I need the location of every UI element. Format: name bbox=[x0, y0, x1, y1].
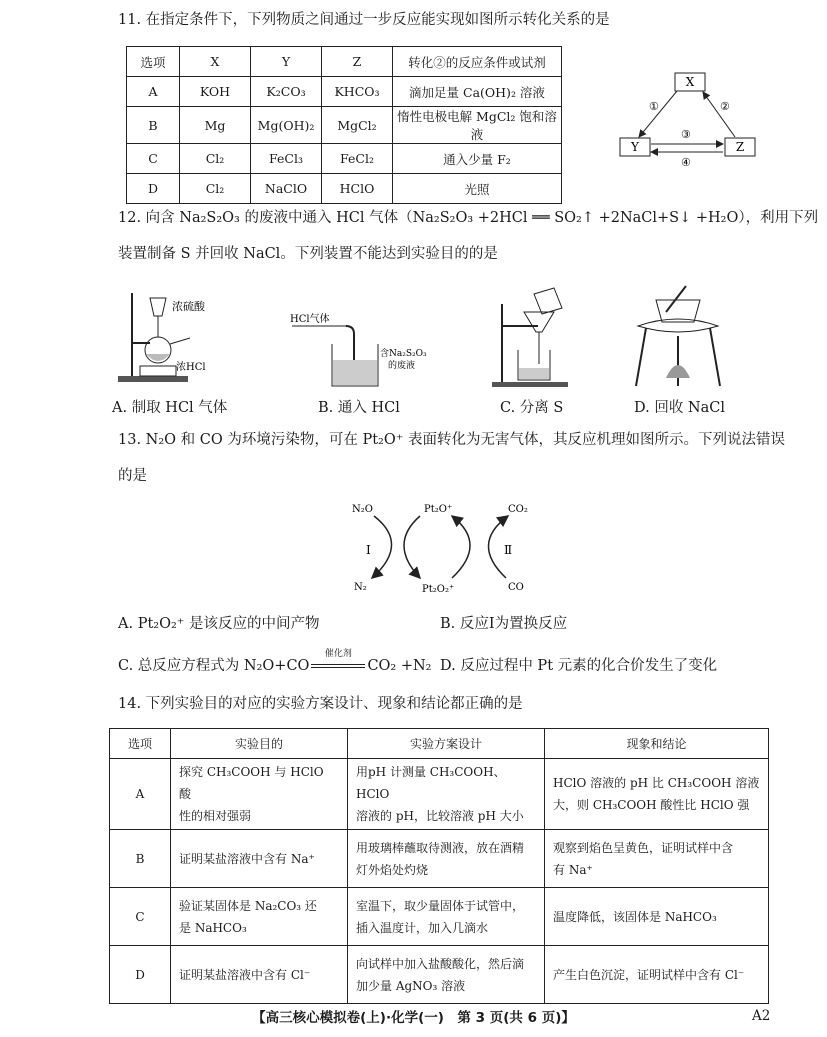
q11-cell: B bbox=[127, 107, 180, 144]
q13-stem-line2: 的是 bbox=[118, 468, 147, 484]
table-row bbox=[110, 759, 769, 830]
q11-cell: HClO bbox=[322, 174, 393, 204]
q14-header-cell: 选项 bbox=[110, 729, 171, 759]
q11-cell: D bbox=[127, 174, 180, 204]
mech-co2: CO₂ bbox=[508, 504, 528, 515]
q14-header-cell: 现象和结论 bbox=[545, 729, 769, 759]
q13-option-d: D. 反应过程中 Pt 元素的化合价发生了变化 bbox=[440, 658, 718, 674]
q11-header-cell: 选项 bbox=[127, 47, 180, 77]
q11-cell: A bbox=[127, 77, 180, 107]
q14-design-cell: 用玻璃棒蘸取待测液，放在酒精 灯外焰处灼烧 bbox=[348, 830, 545, 888]
q14-design-cell: 向试样中加入盐酸酸化，然后滴 加少量 AgNO₃ 溶液 bbox=[348, 946, 545, 1004]
q14-header-cell: 实验目的 bbox=[171, 729, 348, 759]
mech-co: CO bbox=[508, 582, 524, 593]
node-z-label: Z bbox=[735, 140, 745, 154]
q12-stem-line2: 装置制备 S 并回收 NaCl。下列装置不能达到实验目的的是 bbox=[118, 246, 498, 262]
apparatus-b-label-waste1: 含Na₂S₂O₃ bbox=[380, 349, 427, 359]
apparatus-c-caption: C. 分离 S bbox=[500, 400, 564, 416]
table-row bbox=[127, 107, 562, 144]
mech-n2o: N₂O bbox=[352, 504, 373, 515]
node-y-label: Y bbox=[631, 140, 639, 154]
q14-header-cell: 实验方案设计 bbox=[348, 729, 545, 759]
q14-result-cell: 温度降低，该固体是 NaHCO₃ bbox=[545, 888, 769, 946]
q13-option-c bbox=[118, 649, 432, 675]
apparatus-a-caption: A. 制取 HCl 气体 bbox=[112, 400, 228, 416]
q14-option-cell: A bbox=[110, 759, 171, 830]
q13-option-c-left: C. 总反应方程式为 N₂O+CO bbox=[118, 658, 310, 674]
table-row bbox=[127, 174, 562, 204]
q14-result-cell: HClO 溶液的 pH 比 CH₃COOH 溶液 大，则 CH₃COOH 酸性比 HClO 强 bbox=[545, 759, 769, 830]
q13-stem-line1: 13. N₂O 和 CO 为环境污染物，可在 Pt₂O⁺ 表面转化为无害气体，其反应机理如图所示。下列说法错误 bbox=[118, 432, 786, 448]
mech-pt2o: Pt₂O⁺ bbox=[424, 504, 453, 515]
q11-cell: MgCl₂ bbox=[322, 107, 393, 144]
footer-code: A2 bbox=[752, 1008, 771, 1024]
q11-cell: 光照 bbox=[393, 174, 562, 204]
q14-option-cell: D bbox=[110, 946, 171, 1004]
q11-header-cell: Z bbox=[322, 47, 393, 77]
q14-purpose-cell: 验证某固体是 Na₂CO₃ 还 是 NaHCO₃ bbox=[171, 888, 348, 946]
catalyst-label: 催化剂 bbox=[324, 649, 352, 659]
q14-design-cell: 室温下，取少量固体于试管中， 插入温度计，加入几滴水 bbox=[348, 888, 545, 946]
q13-option-b: B. 反应Ⅰ为置换反应 bbox=[440, 616, 568, 632]
q11-cell: FeCl₂ bbox=[322, 144, 393, 174]
q11-cell: K₂CO₃ bbox=[251, 77, 322, 107]
arrow-2-label: ② bbox=[720, 100, 730, 113]
apparatus-d-figure bbox=[628, 282, 728, 392]
apparatus-b-figure bbox=[288, 300, 438, 390]
q11-table bbox=[126, 46, 562, 204]
table-row bbox=[110, 946, 769, 1004]
q13-option-c-right: CO₂ +N₂ bbox=[367, 658, 432, 674]
apparatus-c-figure bbox=[488, 284, 578, 392]
apparatus-a-label-acid: 浓硫酸 bbox=[172, 300, 205, 313]
q11-cell: Cl₂ bbox=[180, 144, 251, 174]
mech-n2: N₂ bbox=[354, 582, 367, 593]
table-row bbox=[127, 144, 562, 174]
q14-design-cell: 用pH 计测量 CH₃COOH、HClO 溶液的 pH，比较溶液 pH 大小 bbox=[348, 759, 545, 830]
q14-purpose-cell: 证明某盐溶液中含有 Na⁺ bbox=[171, 830, 348, 888]
node-x-label: X bbox=[685, 75, 695, 89]
q11-cell: 滴加足量 Ca(OH)₂ 溶液 bbox=[393, 77, 562, 107]
q13-option-a: A. Pt₂O₂⁺ 是该反应的中间产物 bbox=[118, 616, 320, 632]
q11-cell: 惰性电极电解 MgCl₂ 饱和溶液 bbox=[393, 107, 562, 144]
q11-cell: Mg bbox=[180, 107, 251, 144]
q11-cell: Mg(OH)₂ bbox=[251, 107, 322, 144]
q11-cell: FeCl₃ bbox=[251, 144, 322, 174]
arrow-1-label: ① bbox=[649, 100, 659, 113]
q11-cell: NaClO bbox=[251, 174, 322, 204]
q14-stem: 14. 下列实验目的对应的实验方案设计、现象和结论都正确的是 bbox=[118, 696, 523, 712]
table-row bbox=[110, 830, 769, 888]
q11-cell: KOH bbox=[180, 77, 251, 107]
q11-triangle-diagram bbox=[615, 68, 765, 168]
apparatus-b-caption: B. 通入 HCl bbox=[318, 400, 400, 416]
arrow-2 bbox=[703, 92, 735, 137]
q11-cell: 通入少量 F₂ bbox=[393, 144, 562, 174]
q14-option-cell: B bbox=[110, 830, 171, 888]
mech-roman-2: Ⅱ bbox=[504, 543, 513, 557]
q13-mechanism-diagram bbox=[340, 494, 550, 600]
apparatus-b-label-gas: HCl气体 bbox=[290, 314, 330, 325]
arc-reaction-1-sub bbox=[372, 516, 392, 578]
arrow-4-label: ④ bbox=[681, 156, 691, 168]
q14-purpose-cell: 探究 CH₃COOH 与 HClO 酸 性的相对强弱 bbox=[171, 759, 348, 830]
q12-stem-line1: 12. 向含 Na₂S₂O₃ 的废液中通入 HCl 气体（Na₂S₂O₃ +2HCl ══ SO₂↑ +2NaCl+S↓ +H₂O），利用下列 bbox=[118, 210, 819, 226]
q11-cell: KHCO₃ bbox=[322, 77, 393, 107]
arrow-1 bbox=[639, 91, 677, 137]
footer-title: 【高三核心模拟卷(上)·化学(一) 第 3 页(共 6 页)】 bbox=[252, 1010, 575, 1026]
arrow-3-label: ③ bbox=[681, 128, 691, 141]
catalyst-arrow bbox=[309, 649, 367, 674]
table-row bbox=[110, 888, 769, 946]
table-row bbox=[127, 77, 562, 107]
q11-cell: C bbox=[127, 144, 180, 174]
q14-option-cell: C bbox=[110, 888, 171, 946]
mech-roman-1: Ⅰ bbox=[366, 543, 371, 557]
q14-table bbox=[109, 728, 769, 1004]
q11-cell: Cl₂ bbox=[180, 174, 251, 204]
arc-reaction-1 bbox=[404, 516, 420, 578]
q14-result-cell: 观察到焰色呈黄色，证明试样中含 有 Na⁺ bbox=[545, 830, 769, 888]
apparatus-d-caption: D. 回收 NaCl bbox=[634, 400, 726, 416]
apparatus-a-figure bbox=[110, 288, 240, 388]
q11-header-cell: 转化②的反应条件或试剂 bbox=[393, 47, 562, 77]
apparatus-a-label-hcl: 浓HCl bbox=[176, 362, 206, 373]
q11-header-cell: Y bbox=[251, 47, 322, 77]
apparatus-b-label-waste2: 的废液 bbox=[388, 361, 416, 371]
q14-purpose-cell: 证明某盐溶液中含有 Cl⁻ bbox=[171, 946, 348, 1004]
q11-stem: 11. 在指定条件下，下列物质之间通过一步反应能实现如图所示转化关系的是 bbox=[118, 12, 610, 28]
arc-reaction-2 bbox=[452, 516, 470, 578]
q14-result-cell: 产生白色沉淀，证明试样中含有 Cl⁻ bbox=[545, 946, 769, 1004]
q11-header-cell: X bbox=[180, 47, 251, 77]
mech-pt2o2: Pt₂O₂⁺ bbox=[422, 584, 455, 595]
